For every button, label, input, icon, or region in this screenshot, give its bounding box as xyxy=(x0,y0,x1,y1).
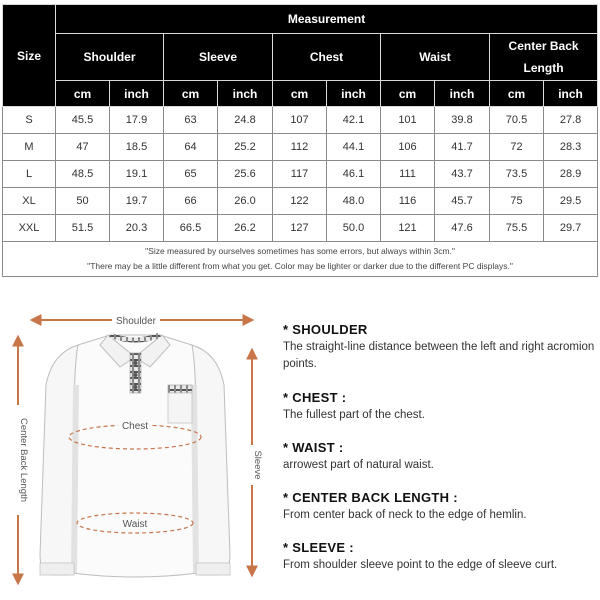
value-cell: 26.0 xyxy=(218,188,273,215)
value-cell: 20.3 xyxy=(110,215,164,242)
size-cell: XXL xyxy=(3,215,56,242)
value-cell: 75.5 xyxy=(490,215,544,242)
note-error: "Size measured by ourselves sometimes has some errors, but always within 3cm." xyxy=(145,246,455,256)
value-cell: 29.5 xyxy=(544,188,598,215)
value-cell: 41.7 xyxy=(435,134,490,161)
value-cell: 45.7 xyxy=(435,188,490,215)
value-cell: 127 xyxy=(273,215,327,242)
table-row xyxy=(3,188,598,215)
value-cell: 112 xyxy=(273,134,327,161)
value-cell: 70.5 xyxy=(490,107,544,134)
value-cell: 48.5 xyxy=(56,161,110,188)
definition-text: arrowest part of natural waist. xyxy=(283,459,434,471)
value-cell: 107 xyxy=(273,107,327,134)
value-cell: 39.8 xyxy=(435,107,490,134)
value-cell: 63 xyxy=(164,107,218,134)
value-cell: 51.5 xyxy=(56,215,110,242)
back-length-label: Center Back Length xyxy=(18,418,29,502)
value-cell: 47.6 xyxy=(435,215,490,242)
unit-cm: cm xyxy=(381,81,435,107)
shirt-body xyxy=(40,335,230,577)
unit-inch: inch xyxy=(218,81,273,107)
value-cell: 72 xyxy=(490,134,544,161)
unit-inch: inch xyxy=(435,81,490,107)
value-cell: 75 xyxy=(490,188,544,215)
value-cell: 25.6 xyxy=(218,161,273,188)
value-cell: 44.1 xyxy=(327,134,381,161)
definition-title: * WAIST : xyxy=(283,440,344,455)
value-cell: 24.8 xyxy=(218,107,273,134)
value-cell: 18.5 xyxy=(110,134,164,161)
value-cell: 43.7 xyxy=(435,161,490,188)
table-row xyxy=(3,161,598,188)
value-cell: 66.5 xyxy=(164,215,218,242)
value-cell: 45.5 xyxy=(56,107,110,134)
size-chart-table xyxy=(2,4,598,277)
definition-waist xyxy=(283,440,434,474)
table-row xyxy=(3,215,598,242)
chest-header: Chest xyxy=(273,34,381,81)
shoulder-label: Shoulder xyxy=(115,316,157,327)
value-cell: 66 xyxy=(164,188,218,215)
value-cell: 117 xyxy=(273,161,327,188)
value-cell: 50.0 xyxy=(327,215,381,242)
value-cell: 47 xyxy=(56,134,110,161)
value-cell: 46.1 xyxy=(327,161,381,188)
definition-text: From shoulder sleeve point to the edge of sleeve curt. xyxy=(283,559,558,571)
value-cell: 27.8 xyxy=(544,107,598,134)
waist-label: Waist xyxy=(122,519,148,530)
size-cell: L xyxy=(3,161,56,188)
size-cell: S xyxy=(3,107,56,134)
sleeve-header: Sleeve xyxy=(164,34,273,81)
unit-inch: inch xyxy=(327,81,381,107)
definition-sleeve xyxy=(283,540,557,574)
definition-title: * CENTER BACK LENGTH : xyxy=(283,490,458,505)
value-cell: 121 xyxy=(381,215,435,242)
shoulder-header: Shoulder xyxy=(56,34,164,81)
value-cell: 101 xyxy=(381,107,435,134)
value-cell: 50 xyxy=(56,188,110,215)
size-cell: XL xyxy=(3,188,56,215)
note-color: "There may be a little different from what you get. Color may be lighter or darker due to the different PC displays." xyxy=(87,261,513,271)
definition-title: * SLEEVE : xyxy=(283,540,354,555)
value-cell: 116 xyxy=(381,188,435,215)
value-cell: 65 xyxy=(164,161,218,188)
center-back-length-header: Center Back Length xyxy=(490,34,598,81)
definition-title: * CHEST : xyxy=(283,390,347,405)
definition-text: The straight-line distance between the left and right acromion points. xyxy=(283,341,595,370)
table-notes xyxy=(3,242,598,277)
definition-text: From center back of neck to the edge of hemlin. xyxy=(283,509,527,521)
table-row xyxy=(3,134,598,161)
value-cell: 106 xyxy=(381,134,435,161)
measurement-header: Measurement xyxy=(56,5,598,34)
definition-center-back-length xyxy=(283,490,527,524)
definition-shoulder xyxy=(283,322,595,373)
value-cell: 25.2 xyxy=(218,134,273,161)
value-cell: 26.2 xyxy=(218,215,273,242)
unit-cm: cm xyxy=(56,81,110,107)
unit-inch: inch xyxy=(544,81,598,107)
definition-title: * SHOULDER xyxy=(283,322,368,337)
value-cell: 28.9 xyxy=(544,161,598,188)
size-header: Size xyxy=(3,5,56,107)
value-cell: 19.1 xyxy=(110,161,164,188)
value-cell: 17.9 xyxy=(110,107,164,134)
table-row xyxy=(3,107,598,134)
value-cell: 73.5 xyxy=(490,161,544,188)
sleeve-label: Sleeve xyxy=(252,450,263,480)
value-cell: 111 xyxy=(381,161,435,188)
garment-figure xyxy=(0,305,270,595)
size-cell: M xyxy=(3,134,56,161)
definition-chest xyxy=(283,390,425,424)
waist-header: Waist xyxy=(381,34,490,81)
value-cell: 42.1 xyxy=(327,107,381,134)
value-cell: 19.7 xyxy=(110,188,164,215)
value-cell: 48.0 xyxy=(327,188,381,215)
unit-inch: inch xyxy=(110,81,164,107)
unit-cm: cm xyxy=(164,81,218,107)
polo-shirt-diagram xyxy=(0,305,270,595)
definition-text: The fullest part of the chest. xyxy=(283,409,425,421)
chest-label: Chest xyxy=(121,421,149,432)
value-cell: 28.3 xyxy=(544,134,598,161)
unit-cm: cm xyxy=(273,81,327,107)
unit-cm: cm xyxy=(490,81,544,107)
value-cell: 64 xyxy=(164,134,218,161)
value-cell: 122 xyxy=(273,188,327,215)
value-cell: 29.7 xyxy=(544,215,598,242)
